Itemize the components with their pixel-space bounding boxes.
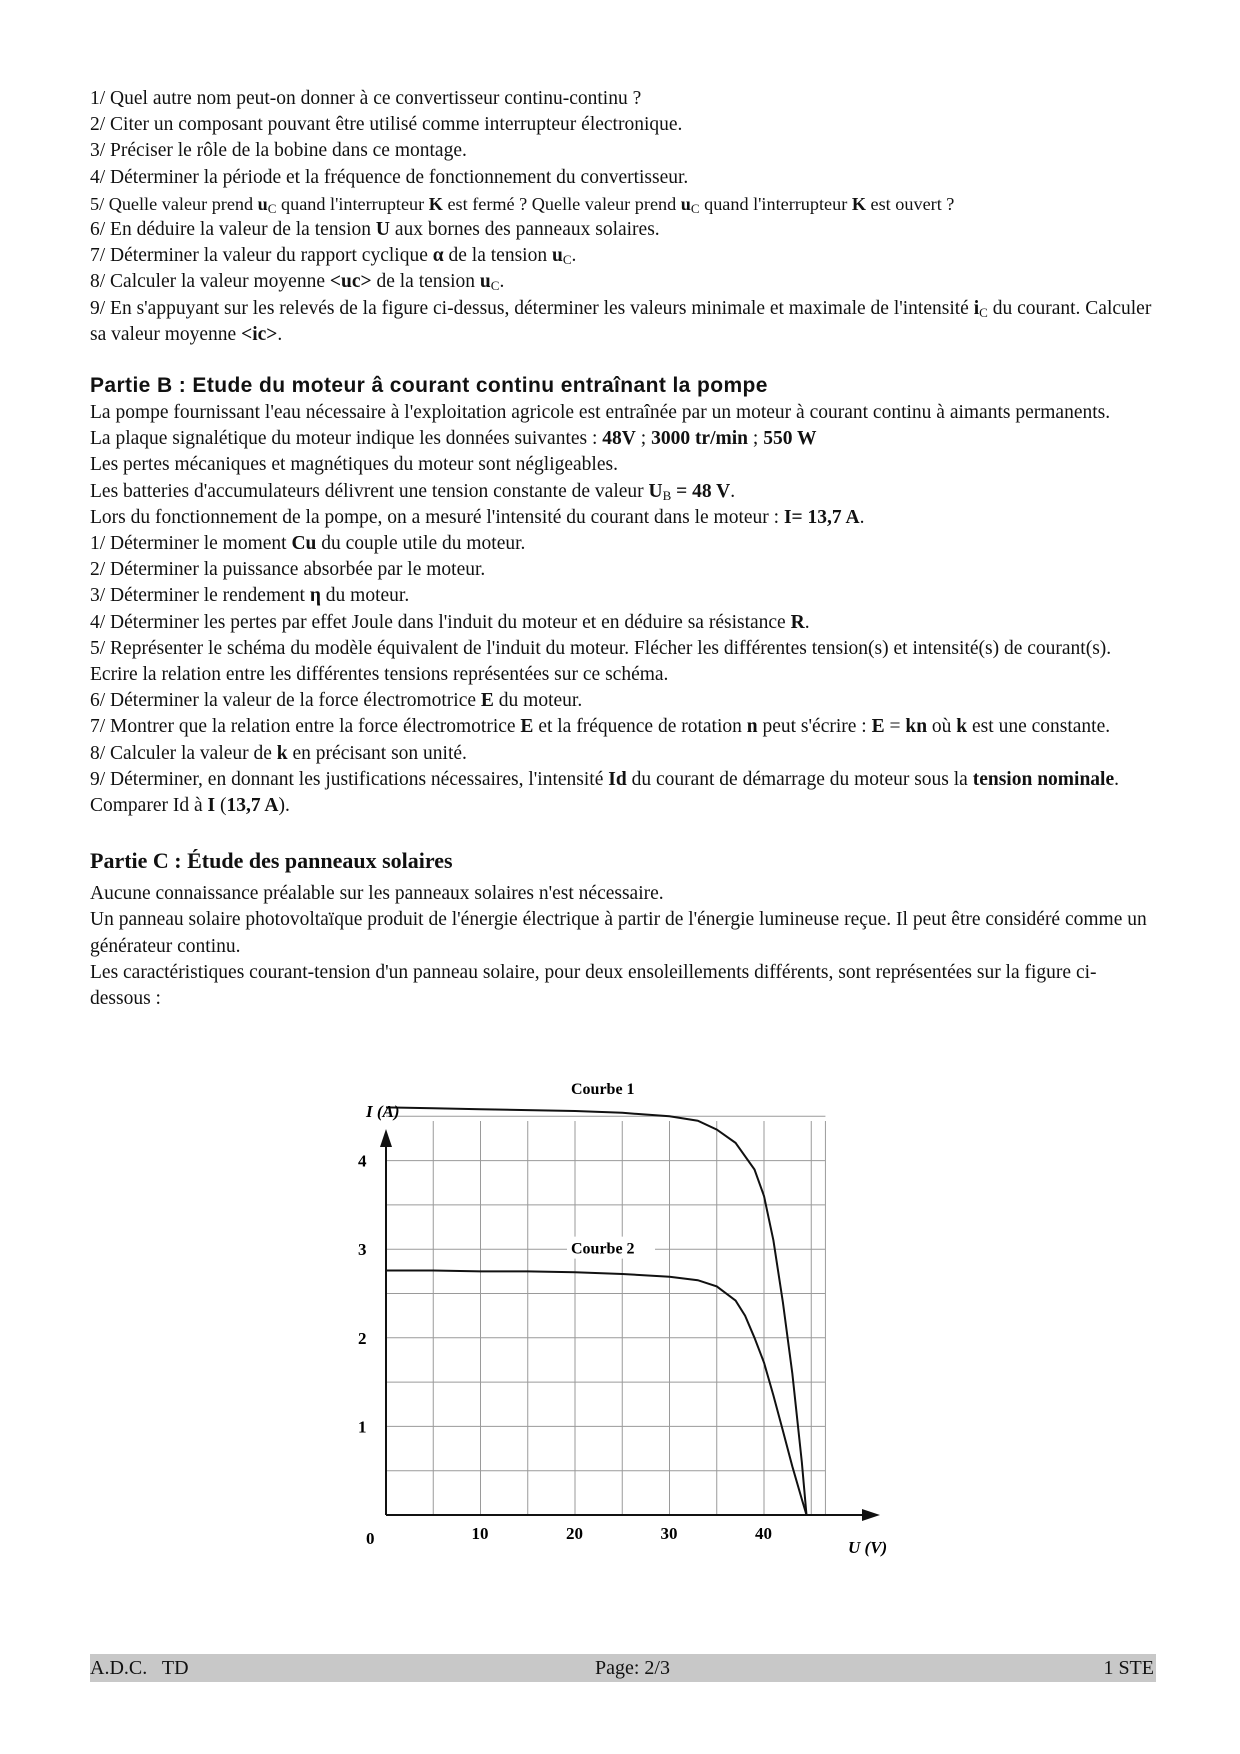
plot-area [386,1121,826,1515]
page-footer [90,1654,1156,1682]
partB-question-3: 3/ Déterminer le rendement η du moteur. [90,585,410,607]
x-tick-label: 10 [471,1524,489,1543]
y-tick-label: 2 [358,1328,367,1348]
partA-question-5: 5/ Quelle valeur prend $u_C$ quand l'interrupteur K est fermé ? Quelle valeur prend $u_C$ quand l'interrupteur K est ouvert ? [90,193,955,216]
partB-question-2: 2/ Déterminer la puissance absorbée par le moteur. [90,559,486,581]
partA-question-6: 6/ En déduire la valeur de la tension U aux bornes des panneaux solaires. [90,219,660,241]
partB-question-9: 9/ Déterminer, en donnant les justifications nécessaires, l'intensité Id du courant de démarrage du moteur sous la tension nominale. Comparer Id à I (13,7 A). [90,768,1119,817]
partC-title: Partie C : Étude des panneaux solaires [90,848,453,874]
partB-question-7: 7/ Montrer que la relation entre la force électromotrice E et la fréquence de rotation n peut s'écrire : E = kn où k est une constante. [90,716,1111,738]
partC-paragraph-1: Aucune connaissance préalable sur les panneaux solaires n'est nécessaire. [90,883,664,905]
y-tick-label: 1 [358,1417,367,1437]
chart-grid [386,1116,826,1515]
x-tick-label: 20 [566,1524,583,1543]
partC-paragraph-2: Un panneau solaire photovoltaïque produit de l'énergie électrique à partir de l'énergie lumineuse reçue. Il peut être considéré comme un générateur continu. [90,909,1147,957]
partB-question-8: 8/ Calculer la valeur de k en précisant son unité. [90,742,467,764]
partB-question-4: 4/ Déterminer les pertes par effet Joule dans l'induit du moteur et en déduire sa résistance R. [90,611,810,633]
footer-class: 1 STE [1103,1657,1154,1679]
series-label-1: Courbe 1 [571,1081,635,1099]
partB-question-5: 5/ Représenter le schéma du modèle équivalent de l'induit du moteur. Flécher les différentes tension(s) et intensité(s) de courant(s). Ecrire la relation entre les différentes tensions représentées sur ce schéma. [90,637,1112,686]
partB-paragraph-5: Lors du fonctionnement de la pompe, on a mesuré l'intensité du courant dans le moteur : I= 13,7 A. [90,506,865,528]
partA-question-4: 4/ Déterminer la période et la fréquence de fonctionnement du convertisseur. [90,166,689,188]
partB-title: Partie B : Etude du moteur â courant continu entraînant la pompe [90,374,768,398]
iv-characteristic-figure [328,1081,918,1638]
series-label-2: Courbe 2 [571,1240,635,1258]
partA-question-7: 7/ Déterminer la valeur du rapport cyclique α de la tension $u_C$. [90,245,577,268]
partA-question-9: 9/ En s'appuyant sur les relevés de la figure ci-dessus, déterminer les valeurs minimale et maximale de l'intensité $i_C$ du courant. Calculer sa valeur moyenne <ic>. [90,297,1152,345]
footer-page-number: Page: 2/3 [595,1657,670,1679]
partA-question-8: 8/ Calculer la valeur moyenne <uc> de la tension $u_C$. [90,271,505,294]
y-tick-label: 4 [358,1151,367,1171]
partB-paragraph-1: La pompe fournissant l'eau nécessaire à l'exploitation agricole est entraînée par un moteur à courant continu à aimants permanents. [90,402,1111,424]
x-tick-label: 40 [755,1524,772,1543]
iv-chart [328,1081,918,1638]
x-axis-arrow [862,1509,880,1521]
y-tick-label: 3 [358,1240,367,1260]
origin-label: 0 [366,1529,375,1548]
partB-question-6: 6/ Déterminer la valeur de la force électromotrice E du moteur. [90,690,583,712]
partA-question-3: 3/ Préciser le rôle de la bobine dans ce montage. [90,140,467,162]
partB-question-1: 1/ Déterminer le moment Cu du couple utile du moteur. [90,533,526,555]
x-axis-label: U (V) [848,1538,888,1557]
y-axis-label: I (A) [366,1102,400,1121]
partC-paragraph-3: Les caractéristiques courant-tension d'un panneau solaire, pour deux ensoleillements différents, sont représentées sur la figure ci-dessous : [90,961,1097,1010]
footer-left: A.D.C. TD [90,1657,189,1679]
partB-paragraph-4: Les batteries d'accumulateurs délivrent une tension constante de valeur $U_B = 48$ V. [90,480,736,503]
partB-paragraph-2: La plaque signalétique du moteur indique les données suivantes : 48V ; 3000 tr/min ; 550 W [90,428,817,450]
partA-question-1: 1/ Quel autre nom peut-on donner à ce convertisseur continu-continu ? [90,88,642,109]
x-tick-label: 30 [660,1524,678,1543]
document-body [90,86,1156,1012]
partA-question-2: 2/ Citer un composant pouvant être utilisé comme interrupteur électronique. [90,114,683,136]
partB-paragraph-3: Les pertes mécaniques et magnétiques du moteur sont négligeables. [90,454,618,476]
